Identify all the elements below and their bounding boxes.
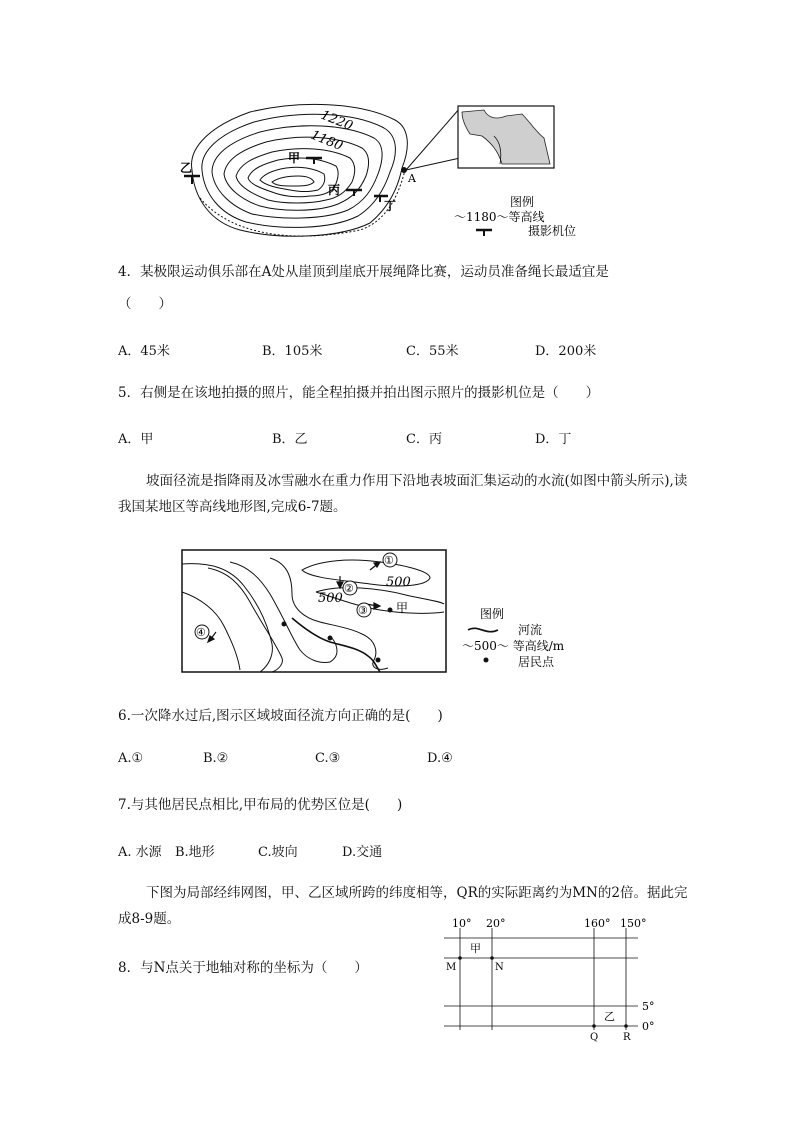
q5-option-a: A．甲 xyxy=(118,432,154,447)
legend2-settlement: 居民点 xyxy=(518,655,555,669)
legend2-river: 河流 xyxy=(518,623,543,637)
lon-20-label: 20° xyxy=(486,917,506,930)
question-5: 5．右侧是在该地拍摄的照片，能全程拍摄并拍出图示照片的摄影机位是（ ） xyxy=(118,385,600,401)
region-yi-label: 乙 xyxy=(604,1010,615,1023)
contour-map-1 xyxy=(170,98,630,246)
lat-5-label: 5° xyxy=(642,1000,655,1013)
legend-title: 图例 xyxy=(510,195,535,209)
question-4-blank: （ ） xyxy=(118,296,172,312)
q4-option-d: D．200米 xyxy=(535,344,597,359)
contour-label-1180: 1180 xyxy=(308,127,345,155)
camera-icon xyxy=(306,158,322,164)
lon-150-label: 150° xyxy=(620,917,647,930)
contour-500-lower: 500 xyxy=(318,591,343,606)
intro-6-7: 坡面径流是指降雨及冰雪融水在重力作用下沿地表坡面汇集运动的水流(如图中箭头所示),读我国某地区等高线地形图,完成6-7题。 xyxy=(118,473,688,515)
q4-option-b: B．105米 xyxy=(262,344,323,359)
camera-icon xyxy=(476,230,492,236)
point-r-label: R xyxy=(623,1032,631,1043)
legend-contour: ～1180～等高线 xyxy=(454,210,545,224)
q4-option-a: A．45米 xyxy=(118,344,170,359)
lat-0-label: 0° xyxy=(642,1020,655,1033)
q5-option-d: D．丁 xyxy=(535,432,572,447)
runoff-4: ④ xyxy=(196,626,206,639)
position-ding-label: 丁 xyxy=(384,199,397,213)
runoff-2: ② xyxy=(344,582,354,595)
settlement-jia-label: 甲 xyxy=(396,601,409,615)
q6-option-c: C.③ xyxy=(315,751,341,766)
question-8: 8．与N点关于地轴对称的坐标为（ ） xyxy=(118,960,368,976)
point-m-label: M xyxy=(446,962,457,973)
intro-8-9: 下图为局部经纬网图，甲、乙区域所跨的纬度相等，QR的实际距离约为MN的2倍。据此完成8-9题。 xyxy=(118,885,688,927)
legend2-title: 图例 xyxy=(480,607,505,621)
q7-option-b: B.地形 xyxy=(175,845,215,860)
q7-option-c: C.坡向 xyxy=(258,845,298,860)
q6-option-b: B.② xyxy=(203,751,229,766)
q6-option-d: D.④ xyxy=(427,751,453,766)
runoff-3: ③ xyxy=(358,604,368,617)
question-7: 7.与其他居民点相比,甲布局的优势区位是( ) xyxy=(118,797,403,813)
legend-camera: 摄影机位 xyxy=(528,224,577,238)
runoff-1: ① xyxy=(384,554,394,567)
question-6: 6.一次降水过后,图示区域坡面径流方向正确的是( ) xyxy=(118,708,443,724)
q7-option-d: D.交通 xyxy=(342,845,383,860)
camera-icon xyxy=(346,190,362,196)
point-n-label: N xyxy=(495,962,504,973)
region-jia-label: 甲 xyxy=(470,942,481,955)
position-jia-label: 甲 xyxy=(288,151,301,165)
q4-option-c: C．55米 xyxy=(406,344,459,359)
contour-500-upper: 500 xyxy=(386,575,411,590)
lon-10-label: 10° xyxy=(452,917,472,930)
position-bing-label: 丙 xyxy=(328,183,341,197)
q7-option-a: A. 水源 xyxy=(118,845,162,860)
lon-160-label: 160° xyxy=(584,917,611,930)
camera-icon xyxy=(184,176,200,184)
q5-option-c: C．丙 xyxy=(406,432,442,447)
contour-map-2 xyxy=(180,548,620,676)
point-q-label: Q xyxy=(590,1032,599,1043)
position-yi-label: 乙 xyxy=(180,161,193,175)
q5-option-b: B．乙 xyxy=(272,432,308,447)
question-4: 4．某极限运动俱乐部在A处从崖顶到崖底开展绳降比赛，运动员准备绳长最适宜是 xyxy=(118,264,609,280)
legend2-contour: ～500～ 等高线/m xyxy=(462,639,565,653)
graticule-diagram xyxy=(438,916,664,1044)
contour-label-1220: 1220 xyxy=(318,107,355,135)
point-a-label: A xyxy=(408,172,416,185)
q6-option-a: A.① xyxy=(118,751,144,766)
